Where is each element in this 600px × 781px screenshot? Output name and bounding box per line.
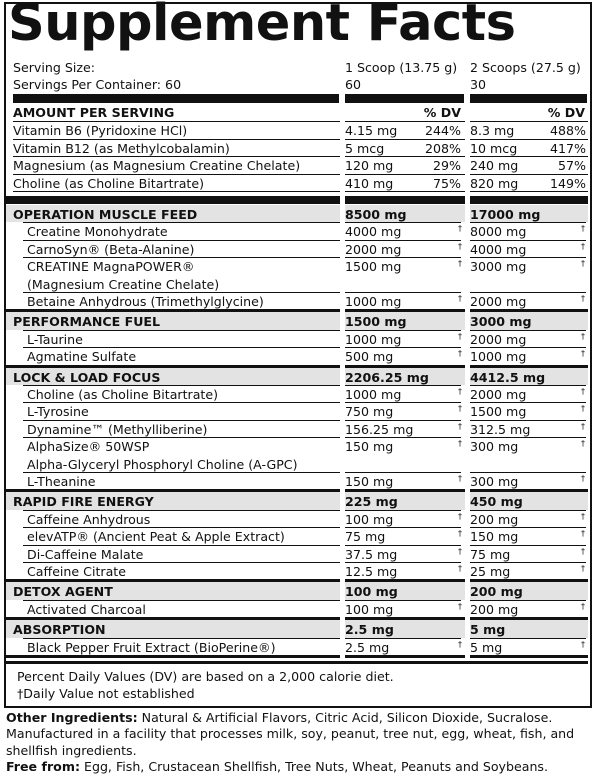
manufacturing-statement: Manufactured in a facility that processes milk, soy, peanut, tree nut, egg, wheat, fish, and shellfish ingredients. — [6, 726, 575, 758]
amount-per-serving-header: AMOUNT PER SERVING — [13, 105, 175, 120]
vitamin-amount-2: 10 mcg — [470, 140, 518, 156]
dagger-mark: † — [458, 224, 462, 234]
ingredient-name: Creatine Monohydrate — [27, 224, 168, 240]
servings-per-container-1: 60 — [345, 77, 362, 92]
blend-amount-1: 225 mg — [345, 494, 398, 510]
serving-size-2: 2 Scoops (27.5 g) — [470, 60, 581, 75]
panel-title: Supplement Facts — [8, 0, 516, 53]
vitamin-name: Magnesium (as Magnesium Creatine Chelate) — [13, 158, 301, 173]
ingredient-amount-2: 300 mg — [470, 439, 519, 455]
dagger-mark: † — [458, 529, 462, 539]
dv-header-1: % DV — [423, 105, 461, 120]
dagger-mark: † — [458, 439, 462, 449]
ingredient-name-cont: Alpha-Glyceryl Phosphoryl Choline (A-GPC) — [27, 456, 298, 472]
dagger-mark: † — [581, 224, 585, 234]
dagger-mark: † — [458, 639, 462, 649]
ingredient-amount-2: 2000 mg — [470, 331, 527, 347]
ingredient-name: L-Theanine — [27, 474, 96, 489]
dagger-mark: † — [458, 331, 462, 341]
free-from — [6, 759, 596, 776]
dagger-mark: † — [581, 349, 585, 359]
ingredient-name-cont: (Magnesium Creatine Chelate) — [27, 276, 220, 292]
blend-name: LOCK & LOAD FOCUS — [13, 369, 161, 385]
blend-name: PERFORMANCE FUEL — [13, 314, 161, 330]
ingredient-name: L-Tyrosine — [27, 404, 89, 420]
vitamin-dv-2: 488% — [549, 123, 586, 138]
ingredient-amount-2: 300 mg — [470, 474, 519, 489]
thick-divider — [13, 94, 339, 103]
other-ingredients — [6, 710, 596, 727]
ingredient-amount-2: 150 mg — [470, 529, 519, 545]
thick-divider — [6, 196, 588, 204]
dagger-mark: † — [458, 259, 462, 269]
dagger-mark: † — [458, 546, 462, 556]
vitamin-dv-2: 149% — [549, 175, 586, 191]
dv-header-2: % DV — [547, 105, 585, 120]
ingredient-amount-2: 25 mg — [470, 564, 511, 579]
column-gap — [465, 103, 470, 661]
dagger-mark: † — [581, 474, 585, 483]
vitamin-dv-2: 417% — [549, 140, 586, 156]
dagger-mark: † — [458, 349, 462, 359]
ingredient-amount-2: 4000 mg — [470, 241, 527, 257]
blend-amount-1: 1500 mg — [345, 314, 407, 330]
ingredient-name: AlphaSize® 50WSP — [27, 439, 150, 455]
serving-size-label: Serving Size: — [13, 60, 95, 75]
ingredient-name: Caffeine Citrate — [27, 564, 126, 579]
free-from-text: Egg, Fish, Crustacean Shellfish, Tree Nuts, Wheat, Peanuts and Soybeans. — [79, 759, 548, 774]
servings-per-container-2: 30 — [470, 77, 487, 92]
dagger-mark: † — [581, 639, 585, 649]
ingredient-amount-1: 1500 mg — [345, 259, 402, 275]
ingredient-name: Agmatine Sulfate — [27, 349, 137, 365]
ingredient-amount-1: 100 mg — [345, 511, 394, 527]
section-divider — [6, 655, 588, 658]
vitamin-name: Choline (as Choline Bitartrate) — [13, 175, 205, 191]
row-divider — [13, 191, 588, 192]
ingredient-amount-2: 1000 mg — [470, 349, 527, 365]
dagger-mark: † — [581, 294, 585, 303]
vitamin-amount-2: 240 mg — [470, 158, 519, 173]
dagger-mark: † — [458, 511, 462, 521]
blend-name: DETOX AGENT — [13, 584, 113, 600]
footnote-dagger: †Daily Value not established — [17, 686, 195, 701]
other-ingredients-text: Natural & Artificial Flavors, Citric Acid, Silicon Dioxide, Sucralose. — [137, 710, 553, 725]
ingredient-name: CREATINE MagnaPOWER® — [27, 259, 195, 275]
ingredient-amount-2: 3000 mg — [470, 259, 527, 275]
vitamin-dv-1: 244% — [424, 123, 461, 138]
ingredient-amount-1: 4000 mg — [345, 224, 402, 240]
ingredient-amount-2: 75 mg — [470, 546, 511, 562]
dagger-mark: † — [581, 331, 585, 341]
blend-amount-1: 8500 mg — [345, 207, 407, 222]
dagger-mark: † — [458, 601, 462, 611]
ingredient-amount-1: 150 mg — [345, 439, 394, 455]
ingredient-amount-1: 12.5 mg — [345, 564, 398, 579]
ingredient-amount-1: 2.5 mg — [345, 639, 390, 655]
ingredient-name: CarnoSyn® (Beta-Alanine) — [27, 241, 195, 257]
dagger-mark: † — [581, 529, 585, 539]
blend-name: OPERATION MUSCLE FEED — [13, 207, 198, 222]
ingredient-amount-1: 156.25 mg — [345, 421, 414, 437]
thick-divider — [345, 94, 464, 103]
ingredient-name: Di-Caffeine Malate — [27, 546, 144, 562]
ingredient-amount-1: 75 mg — [345, 529, 386, 545]
ingredient-amount-1: 1000 mg — [345, 331, 402, 347]
ingredient-name: Caffeine Anhydrous — [27, 511, 151, 527]
dagger-mark: † — [581, 421, 585, 431]
dagger-mark: † — [458, 564, 462, 573]
thick-divider — [470, 94, 587, 103]
blend-amount-2: 3000 mg — [470, 314, 532, 330]
vitamin-amount-2: 8.3 mg — [470, 123, 515, 138]
footnote-dv: Percent Daily Values (DV) are based on a 2,000 calorie diet. — [17, 669, 394, 684]
blend-amount-2: 450 mg — [470, 494, 523, 510]
ingredient-amount-1: 1000 mg — [345, 294, 402, 309]
ingredient-amount-1: 500 mg — [345, 349, 394, 365]
dagger-mark: † — [581, 404, 585, 414]
ingredient-name: Black Pepper Fruit Extract (BioPerine®) — [27, 639, 276, 655]
blend-amount-2: 4412.5 mg — [470, 369, 546, 385]
ingredient-name: L-Taurine — [27, 331, 83, 347]
vitamin-dv-1: 75% — [433, 175, 461, 191]
ingredient-amount-1: 37.5 mg — [345, 546, 398, 562]
blend-name: ABSORPTION — [13, 622, 106, 638]
other-ingredients-label: Other Ingredients: — [6, 710, 138, 725]
dagger-mark: † — [581, 259, 585, 269]
dagger-mark: † — [581, 564, 585, 573]
ingredient-amount-1: 750 mg — [345, 404, 394, 420]
ingredient-name: Activated Charcoal — [27, 601, 146, 617]
vitamin-dv-1: 208% — [424, 140, 461, 156]
dagger-mark: † — [458, 241, 462, 251]
vitamin-dv-1: 29% — [433, 158, 461, 173]
dagger-mark: † — [581, 439, 585, 449]
dagger-mark: † — [581, 387, 585, 396]
ingredient-amount-2: 200 mg — [470, 601, 519, 617]
ingredient-amount-2: 1500 mg — [470, 404, 527, 420]
vitamin-amount-1: 4.15 mg — [345, 123, 398, 138]
vitamin-amount-1: 410 mg — [345, 175, 394, 191]
dagger-mark: † — [458, 294, 462, 303]
vitamin-amount-1: 5 mcg — [345, 140, 385, 156]
ingredient-amount-2: 8000 mg — [470, 224, 527, 240]
vitamin-name: Vitamin B12 (as Methylcobalamin) — [13, 140, 230, 156]
dagger-mark: † — [458, 421, 462, 431]
dagger-mark: † — [581, 241, 585, 251]
vitamin-amount-1: 120 mg — [345, 158, 394, 173]
blend-amount-2: 5 mg — [470, 622, 506, 638]
ingredient-amount-2: 2000 mg — [470, 387, 527, 402]
blend-amount-1: 100 mg — [345, 584, 398, 600]
vitamin-amount-2: 820 mg — [470, 175, 519, 191]
blend-amount-2: 17000 mg — [470, 207, 541, 222]
dagger-mark: † — [458, 474, 462, 483]
dagger-mark: † — [581, 511, 585, 521]
dagger-mark: † — [458, 404, 462, 414]
servings-per-container-label: Servings Per Container: 60 — [13, 77, 182, 92]
ingredient-amount-1: 150 mg — [345, 474, 394, 489]
bottom-divider — [6, 661, 588, 664]
ingredient-name: Dynamine™ (Methylliberine) — [27, 421, 208, 437]
ingredient-name: elevATP® (Ancient Peat & Apple Extract) — [27, 529, 285, 545]
ingredient-amount-2: 312.5 mg — [470, 421, 531, 437]
ingredient-name: Choline (as Choline Bitartrate) — [27, 387, 219, 402]
serving-size-1: 1 Scoop (13.75 g) — [345, 60, 458, 75]
blend-amount-2: 200 mg — [470, 584, 523, 600]
vitamin-name: Vitamin B6 (Pyridoxine HCl) — [13, 123, 188, 138]
ingredient-name: Betaine Anhydrous (Trimethylglycine) — [27, 294, 264, 309]
column-gap — [340, 103, 345, 661]
vitamin-dv-2: 57% — [558, 158, 586, 173]
ingredient-amount-1: 1000 mg — [345, 387, 402, 402]
blend-name: RAPID FIRE ENERGY — [13, 494, 154, 510]
blend-amount-1: 2.5 mg — [345, 622, 394, 638]
dagger-mark: † — [581, 601, 585, 611]
dagger-mark: † — [581, 546, 585, 556]
blend-amount-1: 2206.25 mg — [345, 369, 429, 385]
dagger-mark: † — [458, 387, 462, 396]
free-from-label: Free from: — [6, 759, 80, 774]
ingredient-amount-1: 2000 mg — [345, 241, 402, 257]
ingredient-amount-2: 5 mg — [470, 639, 503, 655]
ingredient-amount-2: 2000 mg — [470, 294, 527, 309]
ingredient-amount-1: 100 mg — [345, 601, 394, 617]
ingredient-amount-2: 200 mg — [470, 511, 519, 527]
